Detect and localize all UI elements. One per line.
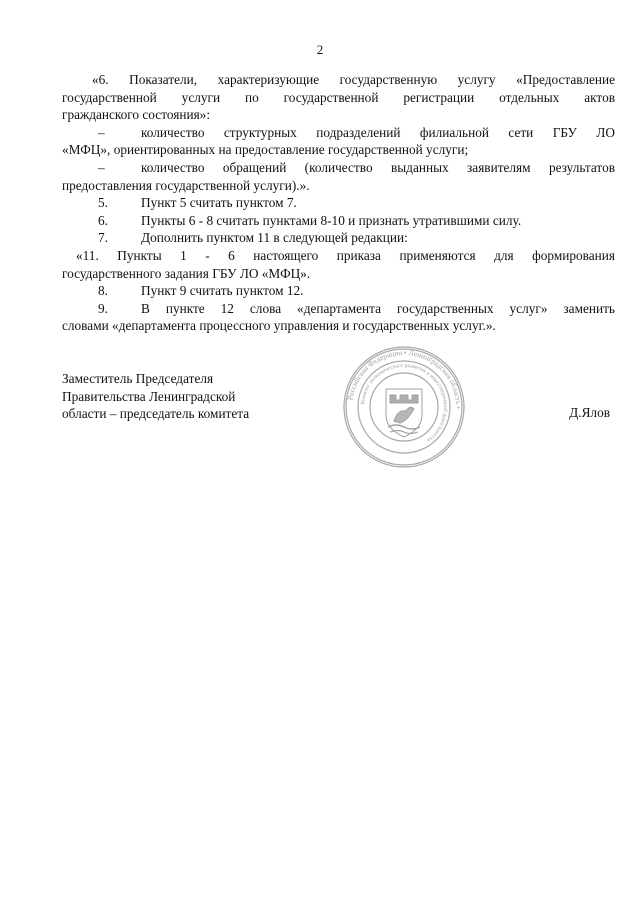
numbered-item-6 — [62, 212, 615, 230]
paragraph-11-line-2: государственного задания ГБУ ЛО «МФЦ». — [62, 265, 311, 281]
numbered-item-8 — [62, 282, 615, 300]
item-number: 9. — [98, 300, 108, 316]
document-body — [62, 71, 615, 335]
item-number: 5. — [98, 195, 108, 211]
item-text: Пункты 6 - 8 считать пунктами 8-10 и признать утратившими силу. — [141, 212, 522, 228]
signatory-title-line-1: Заместитель Председателя — [62, 371, 214, 386]
item-9-line-2: словами «департамента процессного управления и государственных услуг.». — [62, 318, 496, 334]
numbered-item-9 — [62, 300, 615, 318]
bullet-1-line-1: количество структурных подразделений филиальной сети ГБУ ЛО — [141, 124, 615, 140]
item-number: 8. — [98, 283, 108, 299]
dash-marker: – — [98, 159, 105, 175]
bullet-1-line-2: «МФЦ», ориентированных на предоставление государственной услуги; — [62, 142, 469, 158]
paragraph-6-line-2: государственной услуги по государственной регистрации отдельных актов — [62, 89, 615, 105]
paragraph-6-line-3: гражданского состояния»: — [62, 107, 211, 123]
paragraph-6-line-1: «6. Показатели, характеризующие государственную услугу «Предоставление — [92, 72, 615, 87]
numbered-item-5 — [62, 194, 615, 212]
bullet-2-line-2: предоставления государственной услуги).». — [62, 177, 310, 193]
coat-of-arms-icon — [386, 389, 422, 437]
signer-name: Д.Ялов — [569, 405, 610, 420]
item-number: 7. — [98, 230, 108, 246]
numbered-item-7 — [62, 229, 615, 247]
official-seal — [342, 345, 466, 469]
signatory-title — [62, 370, 249, 423]
seal-outer-text: Российская Федерация • Ленинградская область • — [345, 347, 464, 410]
item-text: Дополнить пунктом 11 в следующей редакции: — [141, 230, 408, 246]
bullet-item-2 — [62, 159, 615, 177]
item-text: Пункт 9 считать пунктом 12. — [141, 283, 304, 299]
seal-inner-text: Комитет экономического развития и инвестиционной деятельности — [360, 362, 449, 443]
bullet-item-1 — [62, 124, 615, 142]
signatory-title-line-3: области – председатель комитета — [62, 406, 250, 421]
paragraph-11-line-1: «11. Пункты 1 - 6 настоящего приказа применяются для формирования — [76, 247, 615, 263]
item-number: 6. — [98, 212, 108, 228]
item-9-line-1: В пункте 12 слова «департамента государственных услуг» заменить — [141, 300, 615, 316]
page-number: 2 — [316, 42, 324, 57]
item-text: Пункт 5 считать пунктом 7. — [141, 195, 297, 211]
bullet-2-line-1: количество обращений (количество выданных заявителям результатов — [141, 159, 615, 175]
signatory-title-line-2: Правительства Ленинградской — [62, 388, 236, 404]
dash-marker: – — [98, 124, 105, 140]
